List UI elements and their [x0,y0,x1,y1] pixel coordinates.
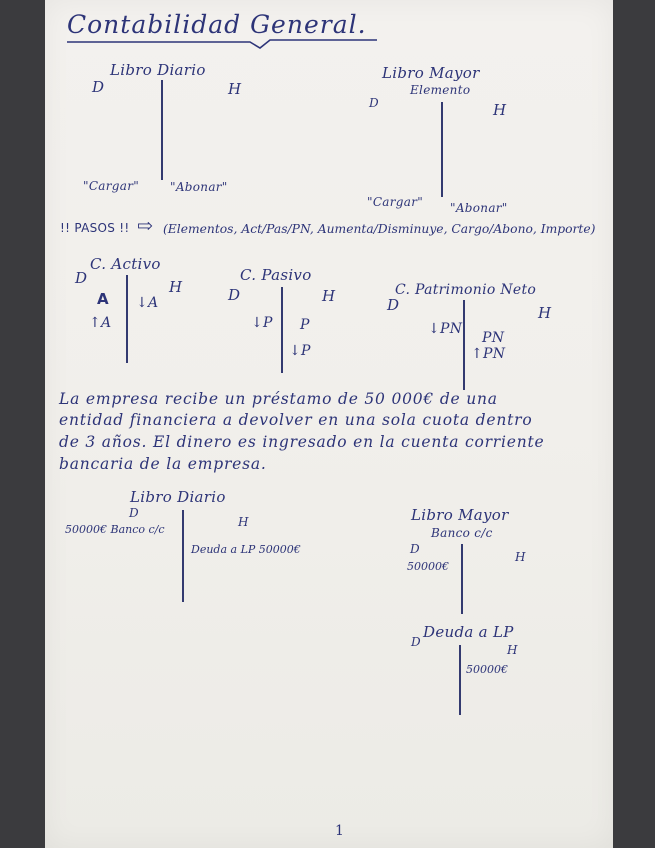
mayor-debe-label: D [369,96,379,110]
patrimonio-haber-label: H [538,304,552,322]
ejemplo-deuda-haber-label: H [507,643,518,657]
ejemplo-deuda-heading: Deuda a LP [423,623,514,641]
diario-haber-label: H [228,80,242,98]
libro-mayor-heading: Libro Mayor [382,64,480,82]
activo-up-a: ↑A [89,315,112,331]
ejemplo-diario-abono: Deuda a LP 50000€ [191,543,301,556]
mayor-elemento-label: Elemento [410,83,471,97]
paragraph-line-3: de 3 años. El dinero es ingresado en la cuenta corriente [59,433,545,451]
pasivo-debe-label: D [228,286,241,304]
pasivo-title: C. Pasivo [240,266,312,284]
ejemplo-diario-cargo: 50000€ Banco c/c [65,523,165,536]
pasivo-t-line [281,287,283,373]
notebook-page [45,0,613,848]
mayor-t-line [441,102,443,197]
diario-debe-label: D [92,78,105,96]
double-arrow-icon: ⇨ [137,215,154,237]
mayor-abonar-label: "Abonar" [450,201,508,215]
patrimonio-debe-label: D [387,296,400,314]
patrimonio-t-line [463,300,465,390]
diario-abonar-label: "Abonar" [170,180,228,194]
ejemplo-diario-haber-label: H [238,515,249,529]
activo-down-a: ↓A [136,295,159,311]
page-number: 1 [335,823,345,839]
patrimonio-pn: PN [482,330,505,346]
activo-t-line [126,275,128,363]
activo-haber-label: H [169,278,183,296]
ejemplo-mayor-haber-label: H [515,550,526,564]
mayor-cargar-label: "Cargar" [367,195,424,209]
ejemplo-mayor-value: 50000€ [407,560,449,573]
mayor-haber-label: H [493,101,507,119]
paragraph-line-1: La empresa recibe un préstamo de 50 000€ de una [59,390,498,408]
activo-title: C. Activo [90,255,161,273]
pasivo-down-p: ↓P [251,315,273,331]
activo-debe-label: D [75,269,88,287]
diario-t-line [161,80,163,180]
ejemplo-deuda-value: 50000€ [466,663,508,676]
ejemplo-diario-t-line [182,510,184,602]
ejemplo-mayor-debe-label: D [410,542,420,556]
ejemplo-deuda-t-line [459,645,461,715]
pasivo-haber-label: H [322,287,336,305]
pasos-label: !! PASOS !! [60,221,130,235]
ejemplo-diario-debe-label: D [129,506,139,520]
ejemplo-mayor-heading: Libro Mayor [411,506,509,524]
pasivo-down-p2: ↓P [289,343,311,359]
pasos-text: (Elementos, Act/Pas/PN, Aumenta/Disminuye, Cargo/Abono, Importe) [163,222,596,236]
libro-diario-heading: Libro Diario [110,61,206,79]
pasivo-p: P [300,317,310,333]
page-title: Contabilidad General. [67,10,367,39]
ejemplo-mayor-t-line [461,544,463,614]
patrimonio-up-pn: ↑PN [471,346,506,362]
paragraph-line-2: entidad financiera a devolver en una sola cuota dentro [59,411,533,429]
ejemplo-mayor-account: Banco c/c [431,526,493,540]
activo-a: A [97,290,109,308]
patrimonio-down-pn: ↓PN [428,321,463,337]
title-underline [45,0,613,60]
ejemplo-diario-heading: Libro Diario [130,488,226,506]
ejemplo-deuda-debe-label: D [411,635,421,649]
paragraph-line-4: bancaria de la empresa. [59,455,267,473]
diario-cargar-label: "Cargar" [83,179,140,193]
patrimonio-title: C. Patrimonio Neto [395,282,537,298]
